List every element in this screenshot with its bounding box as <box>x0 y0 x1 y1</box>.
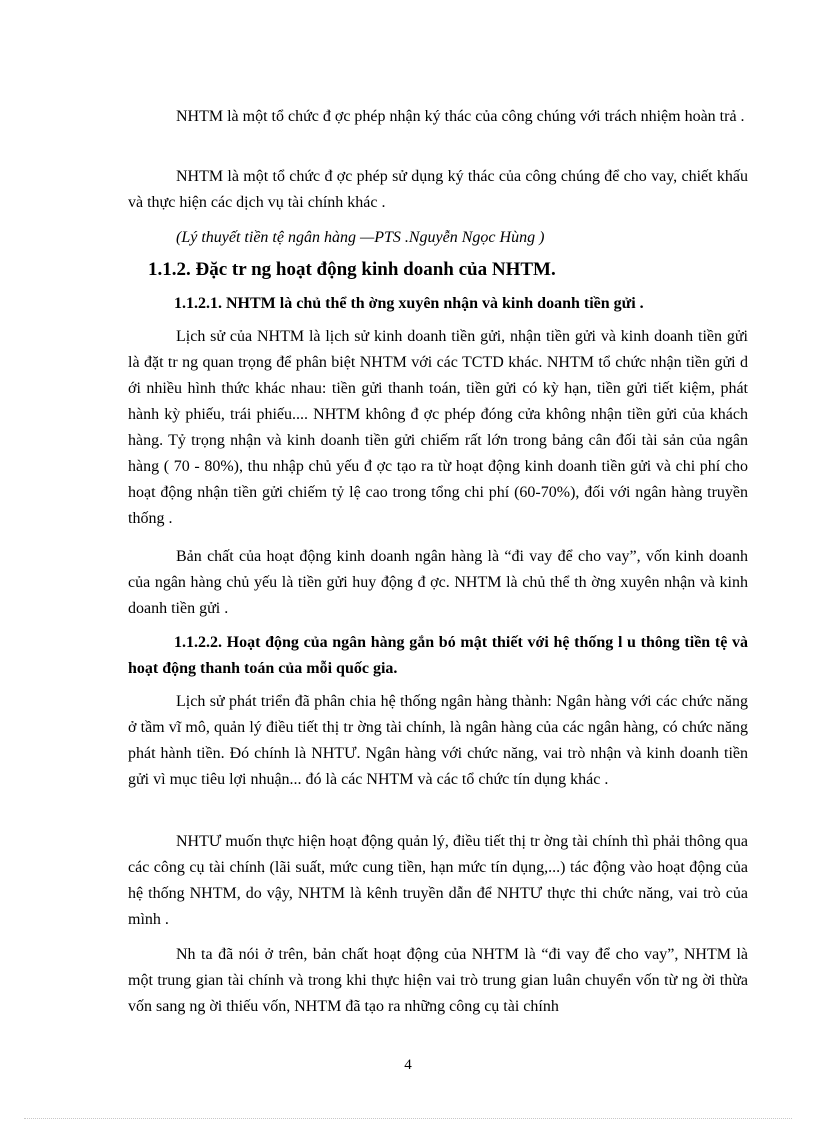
paragraph-4: Bản chất của hoạt động kinh doanh ngân hàng là “đi vay để cho vay”, vốn kinh doanh của ngân hàng chủ yếu là tiền gửi huy động đ ợc. NHTM là chủ thể th ờng xuyên nhận và kinh doanh tiền gửi . <box>128 548 748 617</box>
paragraph-3: Lịch sử của NHTM là lịch sử kinh doanh tiền gửi, nhận tiền gửi và kinh doanh tiền gửi là đặt tr ng quan trọng để phân biệt NHTM với các TCTD khác. NHTM tổ chức nhận tiền gửi d ới nhiều hình thức khác nhau: tiền gửi thanh toán, tiền gửi có kỳ hạn, tiền gửi tiết kiệm, phát hành kỳ phiếu, trái phiếu.... NHTM không đ ợc phép đóng cửa không nhận tiền gửi của khách hàng. Tỷ trọng nhận và kinh doanh tiền gửi chiếm rất lớn trong bảng cân đối tài sản của ngân hàng ( 70 - 80%), thu nhập chủ yếu đ ợc tạo ra từ hoạt động kinh doanh tiền gửi và chi phí cho hoạt động nhận tiền gửi chiếm tỷ lệ cao trong tổng chi phí (60-70%), đối với ngân hàng truyền thống . <box>128 328 748 527</box>
paragraph-2: NHTM là một tổ chức đ ợc phép sử dụng ký thác của công chúng để cho vay, chiết khấu và thực hiện các dịch vụ tài chính khác . <box>128 168 748 211</box>
heading-1-1-2-1: 1.1.2.1. NHTM là chủ thể th ờng xuyên nhận và kinh doanh tiền gửi . <box>174 295 644 312</box>
paragraph-7: Nh ta đã nói ở trên, bản chất hoạt động của NHTM là “đi vay để cho vay”, NHTM là một trung gian tài chính và trong khi thực hiện vai trò trung gian luân chuyển vốn từ ng ời thừa vốn sang ng ời thiếu vốn, NHTM đã tạo ra những công cụ tài chính <box>128 946 748 1015</box>
heading-1-1-2-2: 1.1.2.2. Hoạt động của ngân hàng gắn bó mật thiết với hệ thống l u thông tiền tệ và hoạt động thanh toán của mỗi quốc gia. <box>128 634 748 677</box>
paragraph-1: NHTM là một tổ chức đ ợc phép nhận ký thác của công chúng với trách nhiệm hoàn trả . <box>176 108 745 125</box>
heading-1-1-2: 1.1.2. Đặc tr ng hoạt động kinh doanh của NHTM. <box>148 259 556 280</box>
paragraph-6: NHTƯ muốn thực hiện hoạt động quản lý, điều tiết thị tr ờng tài chính thì phải thông qua các công cụ tài chính (lãi suất, mức cung tiền, hạn mức tín dụng,...) tác động vào hoạt động của hệ thống NHTM, do vậy, NHTM là kênh truyền dẫn để NHTƯ thực thi chức năng, vai trò của mình . <box>128 833 748 928</box>
citation: (Lý thuyết tiền tệ ngân hàng —PTS .Nguyễn Ngọc Hùng ) <box>176 229 545 246</box>
page-bottom-rule <box>24 1118 792 1119</box>
page-number: 4 <box>404 1057 412 1073</box>
paragraph-5: Lịch sử phát triển đã phân chia hệ thống ngân hàng thành: Ngân hàng với các chức năng ở tầm vĩ mô, quản lý điều tiết thị tr ờng tài chính, là ngân hàng của các ngân hàng, có chức năng phát hành tiền. Đó chính là NHTƯ. Ngân hàng với chức năng, vai trò nhận và kinh doanh tiền gửi vì mục tiêu lợi nhuận... đó là các NHTM và các tổ chức tín dụng khác . <box>128 693 748 788</box>
